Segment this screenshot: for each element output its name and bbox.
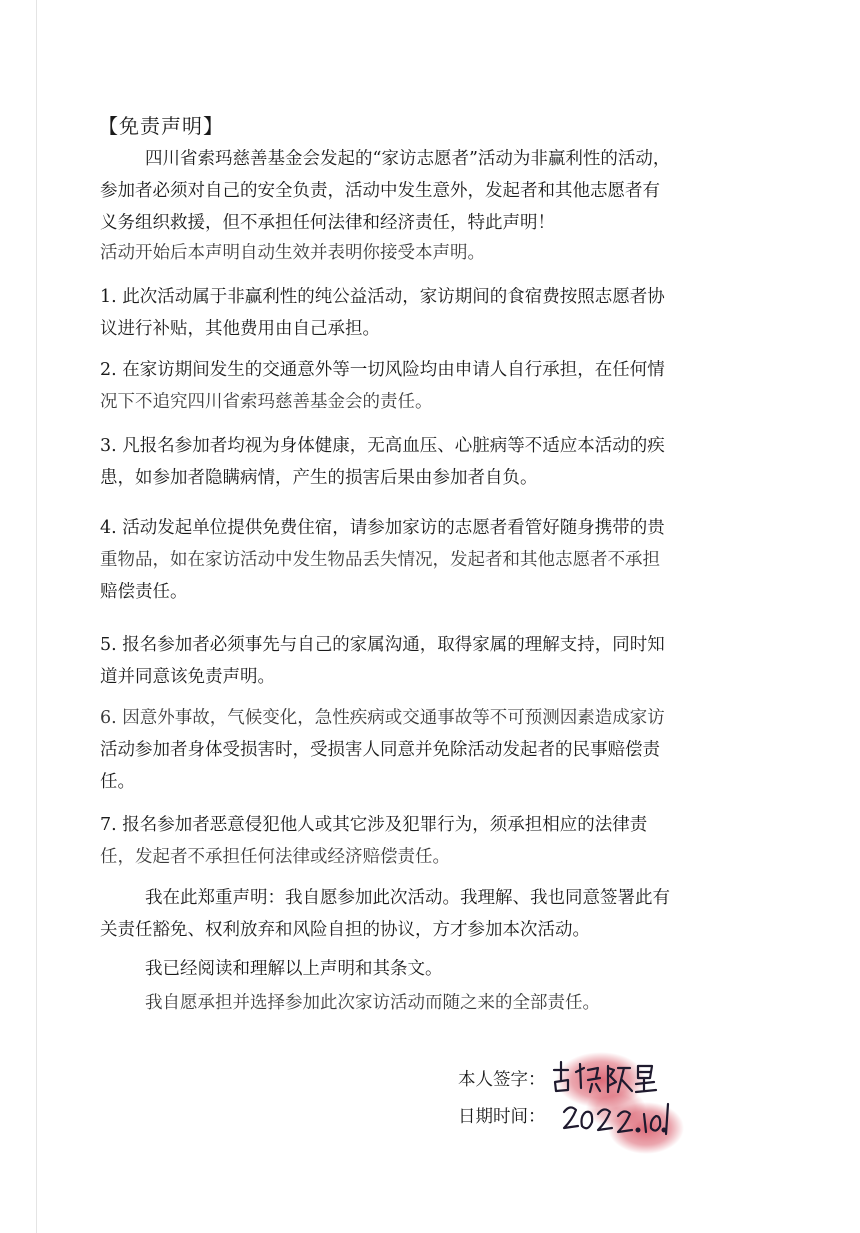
clause-4-line: 4. 活动发起单位提供免费住宿，请参加家访的志愿者看管好随身携带的贵 [100,518,665,538]
declaration-line: 我已经阅读和理解以上声明和其条文。 [145,959,443,979]
clause-5-line: 5. 报名参加者必须事先与自己的家属沟通，取得家属的理解支持，同时知 [100,635,665,655]
intro-line: 参加者必须对自己的安全负责，活动中发生意外，发起者和其他志愿者有 [100,181,660,201]
handwritten-date [560,1096,670,1142]
scan-edge-line [36,0,37,1233]
clause-1-line: 1. 此次活动属于非赢利性的纯公益活动，家访期间的食宿费按照志愿者协 [100,287,665,307]
clause-6-line: 活动参加者身体受损害时，受损害人同意并免除活动发起者的民事赔偿责 [100,740,660,760]
clause-1-line: 议进行补贴，其他费用由自己承担。 [100,319,380,339]
signature-label: 本人签字： [458,1070,546,1090]
date-label: 日期时间： [458,1107,546,1127]
declaration-line: 关责任豁免、权利放弃和风险自担的协议，方才参加本次活动。 [100,920,590,940]
clause-6-line: 任。 [100,772,135,792]
handwritten-signature [548,1058,658,1098]
clause-2-line: 况下不追究四川省索玛慈善基金会的责任。 [100,392,433,412]
intro-line: 四川省索玛慈善基金会发起的“家访志愿者”活动为非赢利性的活动， [145,149,671,169]
intro-line: 活动开始后本声明自动生效并表明你接受本声明。 [100,243,485,263]
clause-4-line: 赔偿责任。 [100,582,188,602]
declaration-line: 我在此郑重声明：我自愿参加此次活动。我理解、我也同意签署此有 [145,888,670,908]
clause-7-line: 任，发起者不承担任何法律或经济赔偿责任。 [100,847,450,867]
intro-line: 义务组织救援，但不承担任何法律和经济责任，特此声明！ [100,213,555,233]
clause-4-line: 重物品，如在家访活动中发生物品丢失情况，发起者和其他志愿者不承担 [100,550,660,570]
clause-7-line: 7. 报名参加者恶意侵犯他人或其它涉及犯罪行为，须承担相应的法律责 [100,815,648,835]
clause-2-line: 2. 在家访期间发生的交通意外等一切风险均由申请人自行承担，在任何情 [100,360,665,380]
page-title: 【免责声明】 [98,114,224,138]
declaration-line: 我自愿承担并选择参加此次家访活动而随之来的全部责任。 [145,993,600,1013]
clause-5-line: 道并同意该免责声明。 [100,667,275,687]
clause-3-line: 患，如参加者隐瞒病情，产生的损害后果由参加者自负。 [100,468,538,488]
clause-3-line: 3. 凡报名参加者均视为身体健康，无高血压、心脏病等不适应本活动的疾 [100,436,665,456]
clause-6-line: 6. 因意外事故，气候变化，急性疾病或交通事故等不可预测因素造成家访 [100,708,665,728]
